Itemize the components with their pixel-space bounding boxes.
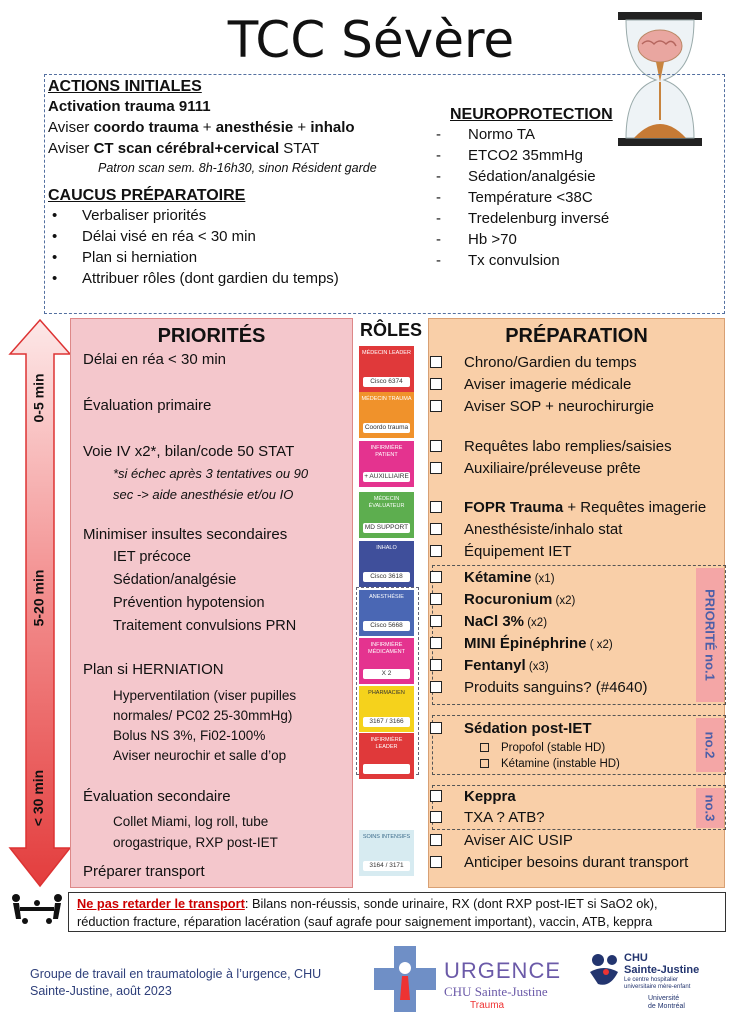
role-card: MÉDECIN ÉVALUATEUR MD SUPPORT [359,492,414,538]
checkbox[interactable] [430,523,442,535]
list-item: • Plan si herniation [48,247,377,268]
checklist-item[interactable]: Keppra [430,786,516,807]
list-item: - Tx convulsion [434,250,613,271]
list-item: • Attribuer rôles (dont gardien du temps) [48,268,377,289]
checkbox[interactable] [480,759,489,768]
checklist-item[interactable]: Anticiper besoins durant transport [430,852,688,873]
list-item: - Sédation/analgésie [434,166,613,187]
checkbox[interactable] [430,571,442,583]
priority-subitem: Traitement convulsions PRN [113,618,297,634]
stretcher-transport-icon [8,893,66,927]
role-card: MÉDECIN LEADER Cisco 6374 [359,346,414,392]
list-item: • Verbaliser priorités [48,205,377,226]
ct-scan-line: Aviser CT scan cérébral+cervical STAT [48,140,320,157]
role-card: PHARMACIEN 3167 / 3166 [359,686,414,732]
checklist-item[interactable]: Anesthésiste/inhalo stat [430,519,622,540]
urgence-logo-subtitle: CHU Sainte-Justine [444,984,548,999]
page-title: TCC Sévère [227,11,515,69]
priorities-panel [70,318,353,888]
checklist-item[interactable]: Chrono/Gardien du temps [430,352,637,373]
trauma-activation: Activation trauma 9111 [48,98,211,115]
checklist-item[interactable]: Aviser imagerie médicale [430,374,631,395]
priority-subitem: Sédation/analgésie [113,572,237,588]
checkbox[interactable] [430,856,442,868]
checkbox[interactable] [430,811,442,823]
neuroprotection-list [434,124,613,271]
urgence-logo-trauma: Trauma [470,1000,505,1011]
list-item: • Délai visé en réa < 30 min [48,226,377,247]
checkbox[interactable] [430,545,442,557]
checklist-subitem[interactable]: Kétamine (instable HD) [480,757,620,772]
checkbox[interactable] [430,378,442,390]
caucus-heading: CAUCUS PRÉPARATOIRE [48,187,246,204]
priority-item: Préparer transport [83,863,205,880]
transport-warning-lead: Ne pas retarder le transport [77,896,245,911]
priority-subitem: Collet Miami, log roll, tube [113,814,269,829]
checklist-item[interactable]: Rocuronium (x2) [430,589,575,612]
role-card: INFIRMIÈRE MÉDICAMENT X 2 [359,638,414,684]
checklist-item[interactable]: FOPR Trauma + Requêtes imagerie [430,497,706,518]
priority-subitem: Hyperventilation (viser pupilles [113,688,297,703]
checkbox[interactable] [430,834,442,846]
checklist-item[interactable]: Équipement IET [430,541,572,562]
checklist-item[interactable]: Aviser AIC USIP [430,830,573,851]
checkbox[interactable] [430,501,442,513]
preparation-heading: PRÉPARATION [505,325,648,347]
priority-item: Évaluation primaire [83,397,212,414]
role-card: INHALO Cisco 3618 [359,541,414,587]
checkbox[interactable] [430,659,442,671]
checkbox[interactable] [430,356,442,368]
priority-subitem: orogastrique, RXP post-IET [113,835,278,850]
checklist-item[interactable]: Aviser SOP + neurochirurgie [430,396,654,417]
scan-hours-note: Patron scan sem. 8h-16h30, sinon Résident garde [98,161,377,175]
udem-logo-text: Université de Montréal [648,995,685,1010]
priority-note: sec -> aide anesthésie et/ou IO [113,487,294,502]
list-item: - Normo TA [434,124,613,145]
priority-subitem: normales/ PC02 25-30mmHg) [113,708,293,723]
checklist-item[interactable]: MINI Épinéphrine ( x2) [430,633,613,656]
checklist-item[interactable]: Kétamine (x1) [430,567,555,590]
checkbox[interactable] [430,722,442,734]
role-card: ANESTHÉSIE Cisco 5668 [359,590,414,636]
checkbox[interactable] [430,593,442,605]
checkbox[interactable] [430,462,442,474]
checkbox[interactable] [430,400,442,412]
role-card: MÉDECIN TRAUMA Coordo trauma [359,392,414,438]
priorities-heading: PRIORITÉS [157,325,266,347]
checklist-item[interactable]: NaCl 3% (x2) [430,611,547,634]
caucus-list [48,205,377,289]
priority-2-tag: no.2 [696,718,724,772]
priority-subitem: IET précoce [113,549,191,565]
list-item: - Hb >70 [434,229,613,250]
chu-logo-tagline: Le centre hospitalier universitaire mère-enfant [624,977,691,990]
priority-subitem: Aviser neurochir et salle d’op [113,748,287,763]
chu-sainte-justine-logo-icon [586,950,622,990]
checklist-item[interactable]: Sédation post-IET [430,718,592,739]
checklist-item[interactable]: TXA ? ATB? [430,807,545,828]
list-item: - Tredelenburg inversé [434,208,613,229]
checklist-item[interactable]: Fentanyl (x3) [430,655,549,678]
checkbox[interactable] [430,440,442,452]
checkbox[interactable] [430,790,442,802]
priority-subitem: Prévention hypotension [113,595,265,611]
urgence-logo-title: URGENCE [444,958,562,983]
checkbox[interactable] [430,681,442,693]
neuroprotection-heading: NEUROPROTECTION [450,106,613,123]
role-card: INFIRMIÈRE PATIENT + AUXILLIAIRE [359,441,414,487]
checklist-item[interactable]: Requêtes labo remplies/saisies [430,436,672,457]
list-item: - Température <38C [434,187,613,208]
role-card: SOINS INTENSIFS 3164 / 3171 [359,830,414,876]
priority-3-tag: no.3 [696,788,724,828]
chu-logo-text: CHU Sainte-Justine [624,952,700,976]
checklist-item[interactable]: Auxiliaire/préleveuse prête [430,458,641,479]
priority-note: *si échec après 3 tentatives ou 90 [113,466,309,481]
priority-item: Évaluation secondaire [83,788,231,805]
priority-item: Plan si HERNIATION [83,661,224,678]
list-item: - ETCO2 35mmHg [434,145,613,166]
initial-actions-heading: ACTIONS INITIALES [48,78,202,95]
footer-credit: Groupe de travail en traumatologie à l’urgence, CHU Sainte-Justine, août 2023 [30,967,322,998]
time-label-30: < 30 min [30,769,47,827]
checkbox[interactable] [430,615,442,627]
time-label-5-20: 5-20 min [30,569,47,627]
priority-1-tag: PRIORITÉ no.1 [696,568,724,702]
time-label-0-5: 0-5 min [30,373,47,423]
urgence-cross-logo [372,944,438,1014]
checkbox[interactable] [480,743,489,752]
role-card: INFIRMIÈRE LEADER [359,733,414,779]
roles-heading: RÔLES [359,320,422,340]
checklist-subitem[interactable]: Propofol (stable HD) [480,741,605,756]
priority-item: Minimiser insultes secondaires [83,526,288,543]
priority-item: Voie IV x2*, bilan/code 50 STAT [83,443,295,460]
checklist-item[interactable]: Produits sanguins? (#4640) [430,677,647,698]
transport-warning-box: Ne pas retarder le transport: Bilans non-réussis, sonde urinaire, RX (dont RXP post-IET si SaO2 ok), réduction fracture, réparation lacération (sauf agrafe pour saignement important), vaccin, ATB, keppra [68,892,726,932]
checkbox[interactable] [430,637,442,649]
notify-line: Aviser coordo trauma + anesthésie + inhalo [48,119,355,136]
priority-subitem: Bolus NS 3%, Fi02-100% [113,728,266,743]
priority-item: Délai en réa < 30 min [83,351,226,368]
